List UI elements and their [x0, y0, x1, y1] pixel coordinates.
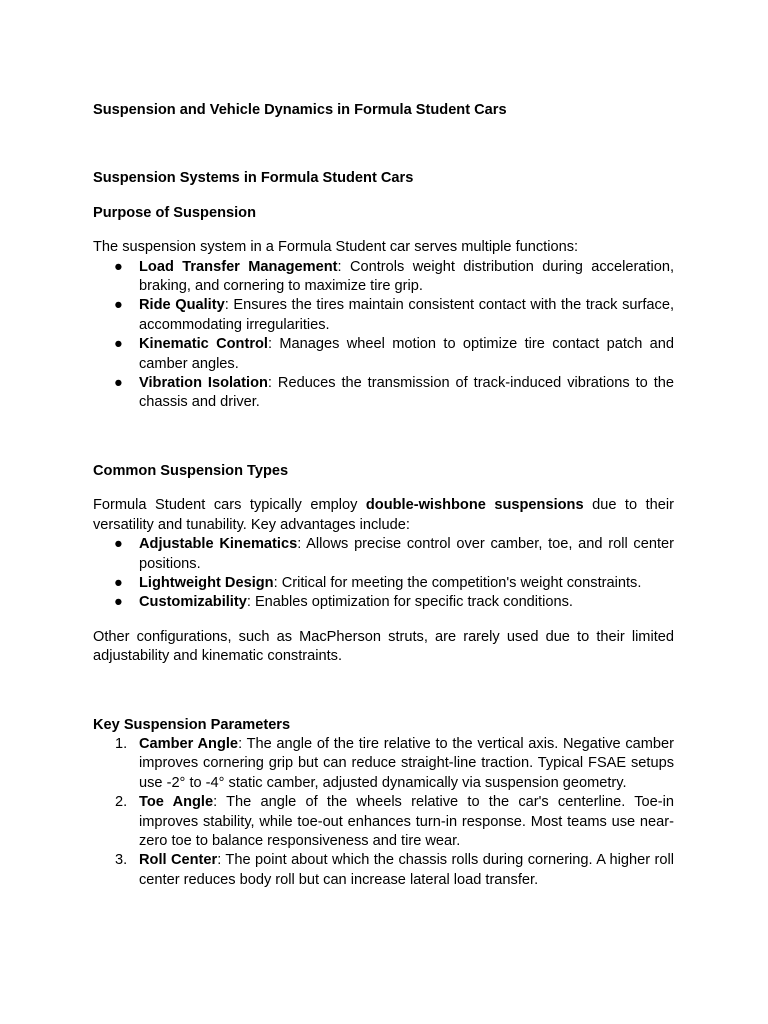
- list-item: [93, 574, 674, 593]
- list-item: [93, 735, 674, 793]
- item-number: 3.: [115, 852, 128, 869]
- item-text: : Ensures the tires maintain consistent contact with the track surface, accommodating irregularities.: [139, 297, 674, 333]
- item-term: Lightweight Design: [139, 574, 274, 591]
- types-intro-bold: double-wishbone suspensions: [365, 497, 584, 514]
- list-item: [93, 851, 674, 890]
- parameters-list: [93, 735, 674, 890]
- types-intro: [93, 496, 674, 535]
- types-intro-end: due to their versatility and tunability. Key advantages include:: [93, 497, 675, 533]
- item-text: : Allows precise control over camber, toe, and roll center positions.: [139, 536, 674, 572]
- item-text: : Critical for meeting the competition's weight constraints.: [273, 574, 642, 591]
- purpose-list: [93, 258, 674, 413]
- list-item: [93, 296, 674, 335]
- list-item: [93, 374, 674, 413]
- list-item: [93, 535, 674, 574]
- advantages-list: [93, 535, 674, 613]
- list-item: [93, 593, 674, 612]
- item-number: 2.: [115, 794, 128, 811]
- item-term: Vibration Isolation: [139, 375, 268, 392]
- item-text: : Manages wheel motion to optimize tire contact patch and camber angles.: [139, 336, 675, 372]
- bullet-icon: ●: [114, 375, 123, 392]
- bullet-icon: ●: [114, 574, 123, 591]
- item-text: : The angle of the wheels relative to the car's centerline. Toe-in improves stability, while toe-out enhances turn-in response. Most teams use near-zero toe to balance responsiveness and tire wear.: [139, 794, 674, 849]
- item-number: 1.: [115, 735, 128, 752]
- list-item: [93, 335, 674, 374]
- list-item: [93, 793, 674, 851]
- item-text: : The point about which the chassis rolls during cornering. A higher roll center reduces body roll but can increase lateral load transfer.: [139, 852, 674, 888]
- bullet-icon: ●: [114, 297, 123, 314]
- section-heading-key-parameters: Key Suspension Parameters: [93, 716, 291, 733]
- purpose-intro: The suspension system in a Formula Student car serves multiple functions:: [93, 239, 579, 256]
- types-intro-start: Formula Student cars typically employ: [93, 497, 366, 514]
- item-term: Customizability: [139, 594, 247, 611]
- bullet-icon: ●: [114, 336, 123, 353]
- document-title: Suspension and Vehicle Dynamics in Formula Student Cars: [93, 102, 507, 118]
- types-outro: Other configurations, such as MacPherson struts, are rarely used due to their limited adjustability and kinematic constraints.: [93, 628, 674, 665]
- item-text: : Controls weight distribution during acceleration, braking, and cornering to maximize tire grip.: [139, 258, 675, 295]
- item-term: Kinematic Control: [139, 336, 268, 353]
- item-term: Load Transfer Management: [139, 258, 338, 275]
- item-text: : Reduces the transmission of track-induced vibrations to the chassis and driver.: [139, 375, 674, 411]
- item-term: Camber Angle: [139, 735, 239, 752]
- item-text: : Enables optimization for specific track conditions.: [246, 594, 573, 611]
- document-body: [93, 101, 674, 890]
- item-term: Toe Angle: [139, 794, 214, 811]
- item-term: Adjustable Kinematics: [139, 536, 298, 553]
- bullet-icon: ●: [114, 594, 123, 611]
- subheading-purpose: Purpose of Suspension: [93, 204, 256, 221]
- section-heading-common-types: Common Suspension Types: [93, 462, 289, 479]
- list-item: [93, 258, 674, 297]
- item-term: Roll Center: [139, 852, 218, 869]
- bullet-icon: ●: [114, 536, 123, 553]
- item-term: Ride Quality: [139, 297, 225, 314]
- section-heading-suspension-systems: Suspension Systems in Formula Student Cars: [93, 170, 414, 187]
- bullet-icon: ●: [114, 258, 123, 275]
- item-text: : The angle of the tire relative to the vertical axis. Negative camber improves cornering grip but can reduce straight-line traction. Typical FSAE setups use -2° to -4° static camber, adjusted dynamically via suspension geometry.: [139, 735, 674, 791]
